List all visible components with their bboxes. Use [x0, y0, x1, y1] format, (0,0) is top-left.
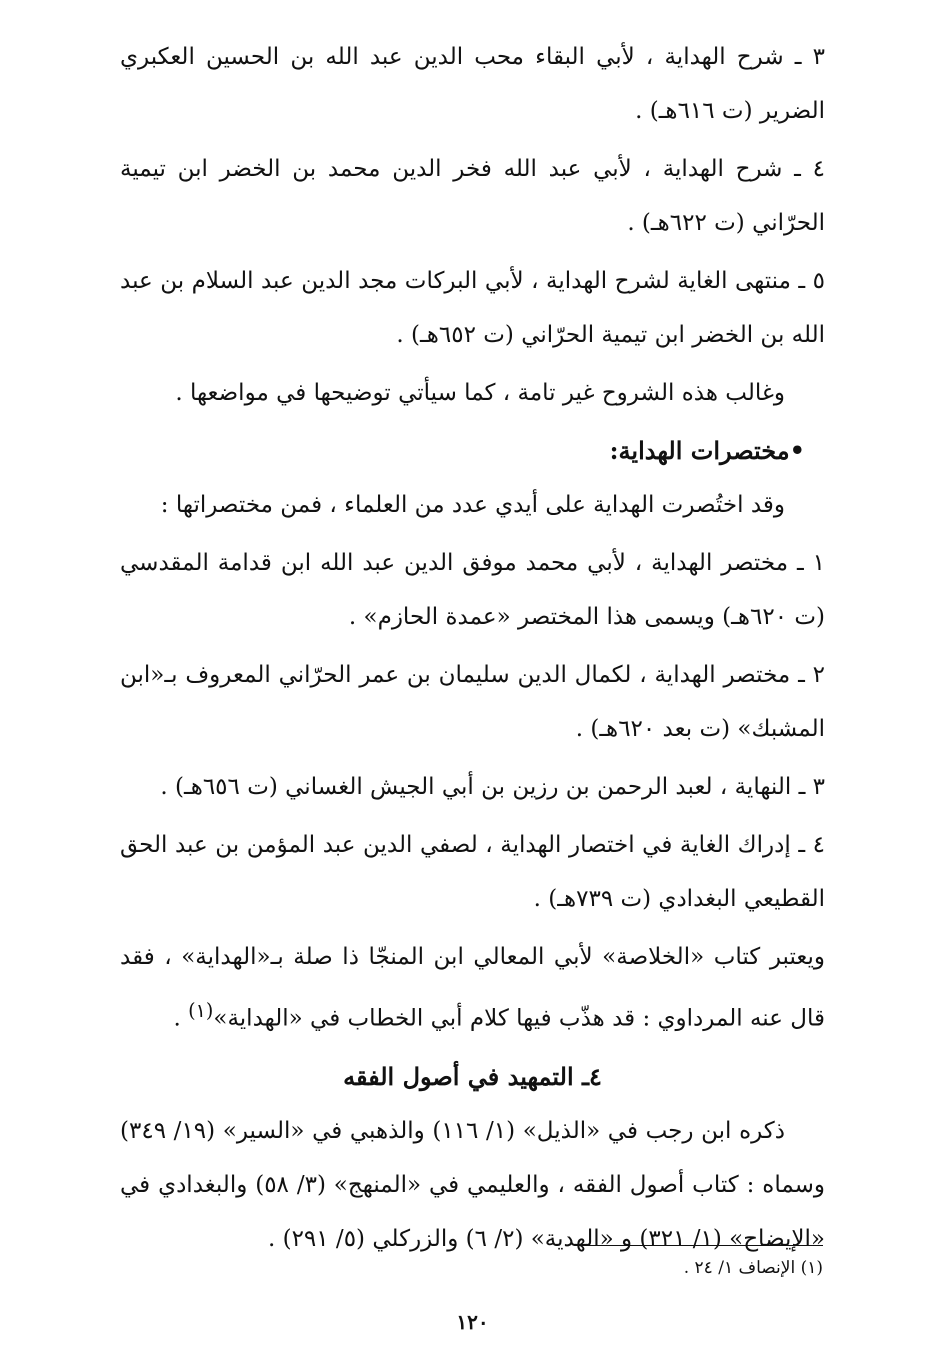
- paragraph-abridgement-2: ٢ ـ مختصر الهداية ، لكمال الدين سليمان بن عمر الحرّاني المعروف بـ«ابن المشبك» (ت بعد ٦٢٠هـ) .: [120, 662, 825, 742]
- paragraph-item-4: ٤ ـ شرح الهداية ، لأبي عبد الله فخر الدين محمد بن الخضر ابن تيمية الحرّاني (ت ٦٢٢هـ) .: [120, 156, 825, 236]
- paragraph-item-5: ٥ ـ منتهى الغاية لشرح الهداية ، لأبي البركات مجد الدين عبد السلام بن عبد الله بن الخضر ابن تيمية الحرّاني (ت ٦٥٢هـ) .: [120, 268, 825, 348]
- paragraph-abridgement-4: ٤ ـ إدراك الغاية في اختصار الهداية ، لصفي الدين عبد المؤمن بن عبد الحق القطيعي البغدادي (ت ٧٣٩هـ) .: [120, 832, 825, 912]
- paragraph-note-commentaries: وغالب هذه الشروح غير تامة ، كما سيأتي توضيحها في مواضعها .: [175, 380, 785, 406]
- paragraph-tamhid-sources: ذكره ابن رجب في «الذيل» (١/ ١١٦) والذهبي في «السير» (١٩/ ٣٤٩) وسماه : كتاب أصول الفقه ، والعليمي في «المنهج» (٣/ ٥٨) والبغدادي في «الإيضاح» (١/ ٣٢١) و «الهدية» (٢/ ٦) والزركلي (٥/ ٢٩١) .: [120, 1117, 826, 1252]
- paragraph-abridgement-3: ٣ ـ النهاية ، لعبد الرحمن بن رزين بن أبي الجيش الغساني (ت ٦٥٦هـ) .: [160, 774, 825, 800]
- footnote-separator: [587, 1245, 823, 1246]
- footnote-reference: (١): [188, 999, 214, 1022]
- paragraph-abridgement-1: ١ ـ مختصر الهداية ، لأبي محمد موفق الدين عبد الله ابن قدامة المقدسي (ت ٦٢٠هـ) ويسمى هذا المختصر «عمدة الحازم» .: [120, 550, 825, 630]
- paragraph-item-3: ٣ ـ شرح الهداية ، لأبي البقاء محب الدين عبد الله بن الحسين العكبري الضرير (ت ٦١٦هـ) .: [120, 44, 825, 124]
- paragraph-khulasa: [120, 930, 825, 1046]
- page-number: ١٢٠: [456, 1310, 489, 1334]
- section-heading-abridgements: •مختصرات الهداية:: [609, 436, 805, 465]
- paragraph-abridgements-intro: وقد اختُصرت الهداية على أيدي عدد من العلماء ، فمن مختصراتها :: [160, 492, 785, 518]
- paragraph-khulasa-end: .: [173, 1005, 189, 1032]
- paragraph-khulasa-text: ويعتبر كتاب «الخلاصة» لأبي المعالي ابن المنجّا ذا صلة بـ«الهداية» ، فقد قال عنه المرداوي : قد هذّب فيها كلام أبي الخطاب في «الهداية»: [120, 944, 825, 1032]
- section-heading-tamhid: ٤ـ التمهيد في أصول الفقه: [343, 1061, 602, 1091]
- page-body: [120, 30, 825, 1270]
- footnote-text: (١) الإنصاف ١/ ٢٤ .: [683, 1258, 823, 1278]
